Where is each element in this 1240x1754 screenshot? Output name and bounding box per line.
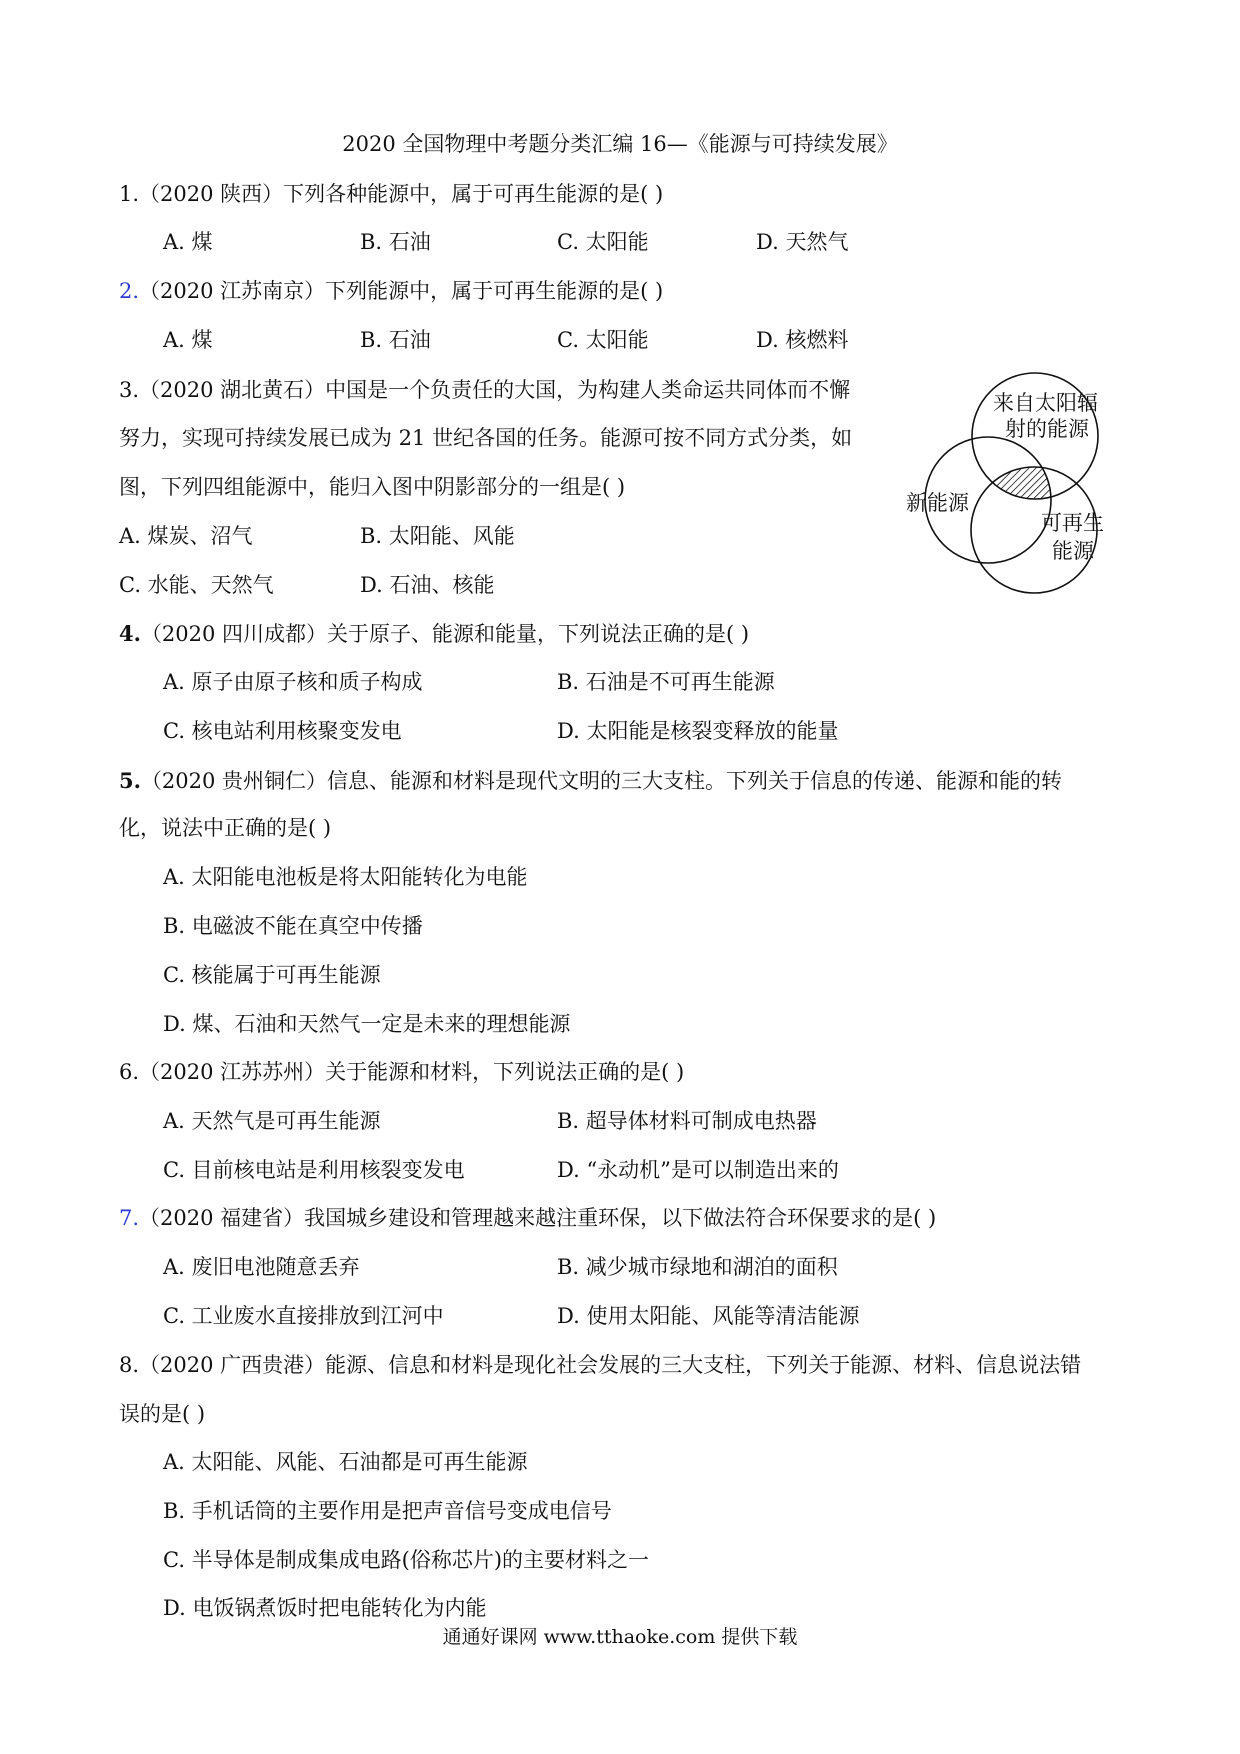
question-8-number: 8.: [119, 1353, 140, 1377]
q4-option-d: D. 太阳能是核裂变释放的能量: [557, 719, 839, 743]
question-5: [119, 770, 1062, 792]
q8-option-c: C. 半导体是制成集成电路(俗称芯片)的主要材料之一: [163, 1548, 650, 1572]
q7-option-c: C. 工业废水直接排放到江河中: [163, 1304, 444, 1328]
question-6-stem: （2020 江苏苏州）关于能源和材料，下列说法正确的是( ): [139, 1060, 685, 1084]
q2-option-c: C. 太阳能: [557, 328, 649, 352]
q8-option-b: B. 手机话筒的主要作用是把声音信号变成电信号: [163, 1499, 612, 1523]
question-6-number: 6.: [119, 1060, 140, 1084]
question-5-number: 5.: [119, 768, 141, 793]
question-7-number: 7.: [119, 1206, 140, 1230]
q8-option-d: D. 电饭锅煮饭时把电能转化为内能: [163, 1596, 487, 1620]
venn-label-solar-line-1: 来自太阳辐: [993, 391, 1098, 415]
question-5-stem-line-2: 化，说法中正确的是( ): [119, 816, 332, 840]
q2-option-a: A. 煤: [163, 328, 213, 352]
q1-option-c: C. 太阳能: [557, 230, 649, 254]
question-3-number: 3.: [119, 378, 140, 402]
q4-option-c: C. 核电站利用核聚变发电: [163, 719, 402, 743]
q3-option-b: B. 太阳能、风能: [360, 524, 515, 548]
page-title: 2020 全国物理中考题分类汇编 16—《能源与可持续发展》: [342, 132, 898, 156]
question-7: [119, 1208, 936, 1229]
q6-option-a: A. 天然气是可再生能源: [163, 1109, 381, 1133]
q6-option-d: D. “永动机”是可以制造出来的: [557, 1158, 839, 1182]
question-6: [119, 1062, 684, 1083]
question-3: [119, 380, 850, 401]
question-2: [119, 281, 663, 302]
q5-option-c: C. 核能属于可再生能源: [163, 963, 381, 987]
q7-option-a: A. 废旧电池随意丢弃: [163, 1255, 360, 1279]
q3-option-d: D. 石油、核能: [360, 573, 495, 597]
q5-option-a: A. 太阳能电池板是将太阳能转化为电能: [163, 865, 528, 889]
energy-venn-diagram: [893, 370, 1133, 610]
question-8-stem-line-1: （2020 广西贵港）能源、信息和材料是现化社会发展的三大支柱，下列关于能源、材料、信息说法错: [139, 1353, 1082, 1377]
q8-option-a: A. 太阳能、风能、石油都是可再生能源: [163, 1450, 528, 1474]
venn-label-renewable-line-1: 可再生: [1041, 511, 1104, 535]
q1-option-b: B. 石油: [360, 230, 431, 254]
question-8-stem-line-2: 误的是( ): [119, 1402, 206, 1426]
q4-option-b: B. 石油是不可再生能源: [557, 670, 775, 694]
question-4-number: 4.: [119, 621, 141, 646]
q7-option-b: B. 减少城市绿地和湖泊的面积: [557, 1255, 838, 1279]
question-3-stem-line-2: 努力，实现可持续发展已成为 21 世纪各国的任务。能源可按不同方式分类，如: [119, 426, 853, 450]
page-footer: 通通好课网 www.tthaoke.com 提供下载: [442, 1626, 798, 1648]
q2-option-d: D. 核燃料: [756, 328, 849, 352]
question-2-number: 2.: [119, 279, 140, 303]
q4-option-a: A. 原子由原子核和质子构成: [163, 670, 423, 694]
q1-option-a: A. 煤: [163, 230, 213, 254]
question-5-stem-line-1: （2020 贵州铜仁）信息、能源和材料是现代文明的三大支柱。下列关于信息的传递、能源和能的转: [140, 769, 1063, 793]
question-8: [119, 1355, 1081, 1376]
venn-label-solar-line-2: 射的能源: [1005, 417, 1089, 441]
q6-option-c: C. 目前核电站是利用核裂变发电: [163, 1158, 465, 1182]
q5-option-b: B. 电磁波不能在真空中传播: [163, 914, 423, 938]
question-1-stem: （2020 陕西）下列各种能源中，属于可再生能源的是( ): [139, 182, 664, 206]
question-1: [119, 184, 663, 205]
question-7-stem: （2020 福建省）我国城乡建设和管理越来越注重环保，以下做法符合环保要求的是( ): [139, 1206, 937, 1230]
q6-option-b: B. 超导体材料可制成电热器: [557, 1109, 817, 1133]
venn-label-renewable-line-2: 能源: [1052, 539, 1094, 563]
q2-option-b: B. 石油: [360, 328, 431, 352]
q3-option-c: C. 水能、天然气: [119, 573, 274, 597]
question-4-stem: （2020 四川成都）关于原子、能源和能量，下列说法正确的是( ): [140, 622, 750, 646]
question-2-stem: （2020 江苏南京）下列能源中，属于可再生能源的是( ): [139, 279, 664, 303]
question-1-number: 1.: [119, 182, 140, 206]
q3-option-a: A. 煤炭、沼气: [119, 524, 253, 548]
question-3-stem-line-3: 图，下列四组能源中，能归入图中阴影部分的一组是( ): [119, 475, 626, 499]
question-4: [119, 623, 749, 645]
question-3-stem-line-1: （2020 湖北黄石）中国是一个负责任的大国，为构建人类命运共同体而不懈: [139, 378, 851, 402]
q7-option-d: D. 使用太阳能、风能等清洁能源: [557, 1304, 860, 1328]
venn-label-new-energy: 新能源: [906, 491, 969, 515]
q5-option-d: D. 煤、石油和天然气一定是未来的理想能源: [163, 1012, 571, 1036]
q1-option-d: D. 天然气: [756, 230, 849, 254]
